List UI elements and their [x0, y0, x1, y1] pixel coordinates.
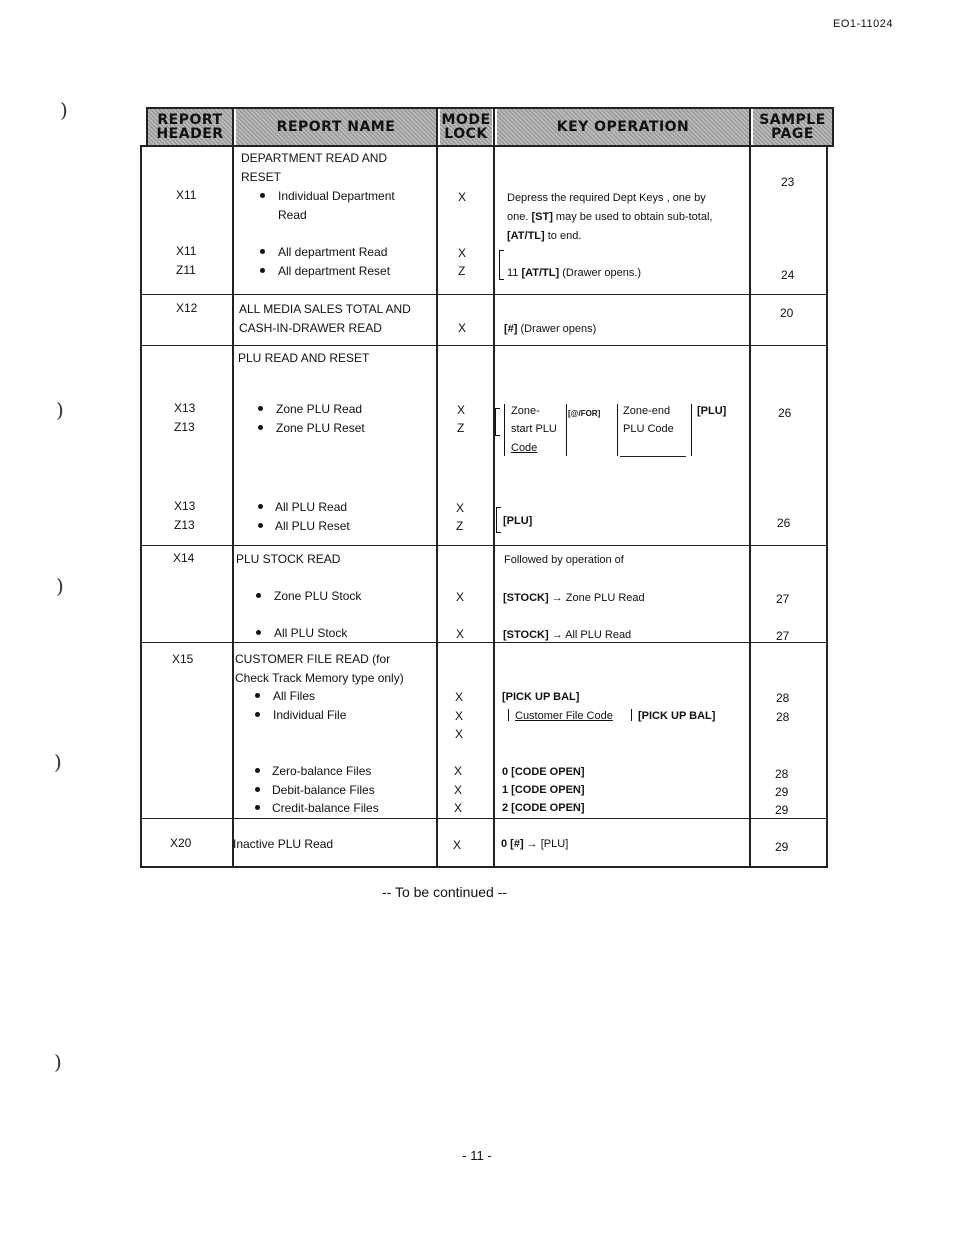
sample-page-number: 26 — [778, 406, 792, 420]
column-divider — [232, 108, 234, 866]
bullet-icon — [258, 504, 263, 509]
report-subitem: All PLU Reset — [275, 519, 350, 533]
mode-lock-value: Z — [458, 264, 466, 278]
sample-page-number: 28 — [776, 710, 790, 724]
scan-punch-mark: ) — [54, 1050, 62, 1074]
row-divider — [140, 294, 828, 295]
key-box-divider — [566, 404, 567, 456]
report-subitem: All department Read — [278, 245, 388, 259]
mode-lock-value: X — [458, 190, 467, 204]
sample-page-number: 26 — [777, 516, 791, 530]
header-bottom-border — [140, 145, 834, 147]
report-header-code: X20 — [170, 836, 192, 850]
report-name: CUSTOMER FILE READ (for — [235, 652, 391, 666]
report-subitem: Individual File — [273, 708, 347, 722]
column-header-report-header: REPORT HEADER — [148, 108, 232, 146]
column-header-sample-page: SAMPLE PAGE — [753, 108, 832, 146]
column-divider — [436, 108, 438, 866]
bracket-icon — [496, 507, 501, 533]
mode-lock-value: X — [458, 246, 467, 260]
mode-lock-value: X — [456, 501, 465, 515]
report-header-code: X11 — [176, 188, 197, 202]
bullet-icon — [255, 787, 260, 792]
report-subitem: Debit-balance Files — [272, 783, 375, 797]
report-subitem: All department Reset — [278, 264, 391, 278]
bullet-icon — [255, 712, 260, 717]
sample-page-number: 29 — [775, 840, 789, 854]
bullet-icon — [255, 805, 260, 810]
key-operation-text: 2 [CODE OPEN] — [502, 802, 585, 814]
sample-page-number: 27 — [776, 592, 790, 606]
sample-page-number: 29 — [775, 803, 789, 817]
report-subitem: Credit-balance Files — [272, 801, 379, 815]
report-header-code: X15 — [172, 652, 194, 666]
column-divider — [493, 108, 495, 866]
mode-lock-value: X — [454, 801, 463, 815]
page-number: - 11 - — [462, 1148, 492, 1163]
scan-punch-mark: ) — [54, 750, 62, 774]
report-name: CASH-IN-DRAWER READ — [239, 321, 382, 335]
row-divider — [140, 642, 828, 643]
key-operation-text: [AT/TL] to end. — [507, 230, 582, 242]
report-name: RESET — [241, 170, 282, 184]
key-box-divider — [691, 404, 692, 456]
report-subitem: Zone PLU Stock — [274, 589, 362, 603]
zone-start-label: start PLU — [511, 423, 557, 435]
bullet-icon — [258, 523, 263, 528]
bullet-icon — [255, 768, 260, 773]
report-header-code: Z13 — [174, 420, 195, 434]
key-operation-text: [STOCK] → Zone PLU Read — [503, 592, 645, 604]
pick-up-bal-key: [PICK UP BAL] — [638, 710, 716, 722]
row-divider — [140, 545, 828, 546]
sample-page-number: 27 — [776, 629, 790, 643]
key-box-divider — [617, 404, 618, 456]
key-operation-text: [#] (Drawer opens) — [504, 323, 597, 335]
bullet-icon — [258, 425, 263, 430]
key-box-underline — [620, 456, 686, 457]
report-subitem: Zone PLU Read — [276, 402, 363, 416]
key-operation-text: 0 [CODE OPEN] — [502, 766, 585, 778]
key-operation-text: one. [ST] may be used to obtain sub-total, — [507, 211, 713, 223]
key-operation-text: [PICK UP BAL] — [502, 691, 580, 703]
bullet-icon — [255, 693, 260, 698]
report-name: PLU STOCK READ — [236, 552, 341, 566]
mode-lock-value: Z — [457, 421, 465, 435]
bullet-icon — [256, 630, 261, 635]
report-name: ALL MEDIA SALES TOTAL AND — [239, 302, 411, 316]
report-header-code: X11 — [176, 244, 197, 258]
column-header-mode-lock: MODE LOCK — [440, 108, 492, 146]
bullet-icon — [260, 193, 265, 198]
plu-key: [PLU] — [503, 515, 533, 527]
report-subitem: All PLU Stock — [274, 626, 348, 640]
report-header-code: X13 — [174, 401, 196, 415]
mode-lock-value: Z — [456, 519, 464, 533]
row-divider — [140, 345, 828, 346]
report-header-code: Z13 — [174, 518, 195, 532]
table-top-border — [146, 107, 834, 109]
report-header-code: X14 — [173, 551, 195, 565]
column-header-report-name: REPORT NAME — [236, 108, 436, 146]
key-box-divider — [508, 709, 509, 721]
report-subitem: Individual Department — [278, 189, 395, 203]
plu-key: [PLU] — [697, 405, 727, 417]
zone-start-label: Code — [511, 442, 538, 454]
scan-punch-mark: ) — [60, 98, 68, 122]
key-operation-text: 11 [AT/TL] (Drawer opens.) — [507, 267, 642, 279]
report-subitem: All PLU Read — [275, 500, 348, 514]
at-for-key: [@/FOR] — [568, 409, 601, 418]
key-operation-text: Depress the required Dept Keys , one by — [507, 192, 706, 204]
key-operation-text: [STOCK] → All PLU Read — [503, 629, 632, 641]
bracket-icon — [495, 408, 500, 436]
key-box-divider — [504, 404, 505, 456]
sample-page-number: 29 — [775, 785, 789, 799]
sample-page-number: 28 — [775, 767, 789, 781]
report-header-code: Z11 — [176, 263, 196, 277]
table-body-frame — [140, 146, 828, 868]
mode-lock-value: X — [455, 709, 464, 723]
report-name: Inactive PLU Read — [233, 837, 334, 851]
report-subitem: All Files — [273, 689, 316, 703]
report-header-code: X13 — [174, 499, 196, 513]
zone-end-label: Zone-end — [623, 405, 671, 417]
report-name: PLU READ AND RESET — [238, 351, 370, 365]
scan-punch-mark: ) — [56, 574, 64, 598]
report-header-code: X12 — [176, 301, 198, 315]
mode-lock-value: X — [454, 764, 463, 778]
zone-start-label: Zone- — [511, 405, 540, 417]
key-operation-text: 1 [CODE OPEN] — [502, 784, 585, 796]
mode-lock-value: X — [455, 690, 464, 704]
zone-end-label: PLU Code — [623, 423, 674, 435]
document-id: EO1-11024 — [833, 18, 893, 30]
key-box-divider — [631, 709, 632, 721]
bullet-icon — [260, 268, 265, 273]
bullet-icon — [260, 249, 265, 254]
report-name: Check Track Memory type only) — [235, 671, 404, 685]
mode-lock-value: X — [455, 727, 464, 741]
report-subitem: Zone PLU Reset — [276, 421, 365, 435]
mode-lock-value: X — [456, 590, 465, 604]
sample-page-number: 23 — [781, 175, 795, 189]
scan-punch-mark: ) — [56, 398, 64, 422]
row-divider — [140, 818, 828, 819]
column-header-key-operation: KEY OPERATION — [497, 108, 749, 146]
mode-lock-value: X — [458, 321, 467, 335]
sample-page-number: 24 — [781, 268, 795, 282]
bracket-icon — [499, 250, 504, 280]
sample-page-number: 20 — [780, 306, 794, 320]
bullet-icon — [256, 593, 261, 598]
report-subitem: Zero-balance Files — [272, 764, 372, 778]
mode-lock-value: X — [457, 403, 466, 417]
report-subitem: Read — [278, 208, 307, 222]
column-divider — [749, 108, 751, 866]
mode-lock-value: X — [454, 783, 463, 797]
mode-lock-value: X — [456, 627, 465, 641]
bullet-icon — [258, 406, 263, 411]
sample-page-number: 28 — [776, 691, 790, 705]
key-operation-text: 0 [#] → [PLU] — [501, 838, 569, 850]
key-operation-text: Followed by operation of — [504, 554, 624, 566]
customer-file-code-label: Customer File Code — [515, 710, 613, 722]
table-bottom-border — [140, 866, 828, 868]
report-name: DEPARTMENT READ AND — [241, 151, 388, 165]
mode-lock-value: X — [453, 838, 462, 852]
continued-note: -- To be continued -- — [382, 884, 508, 900]
